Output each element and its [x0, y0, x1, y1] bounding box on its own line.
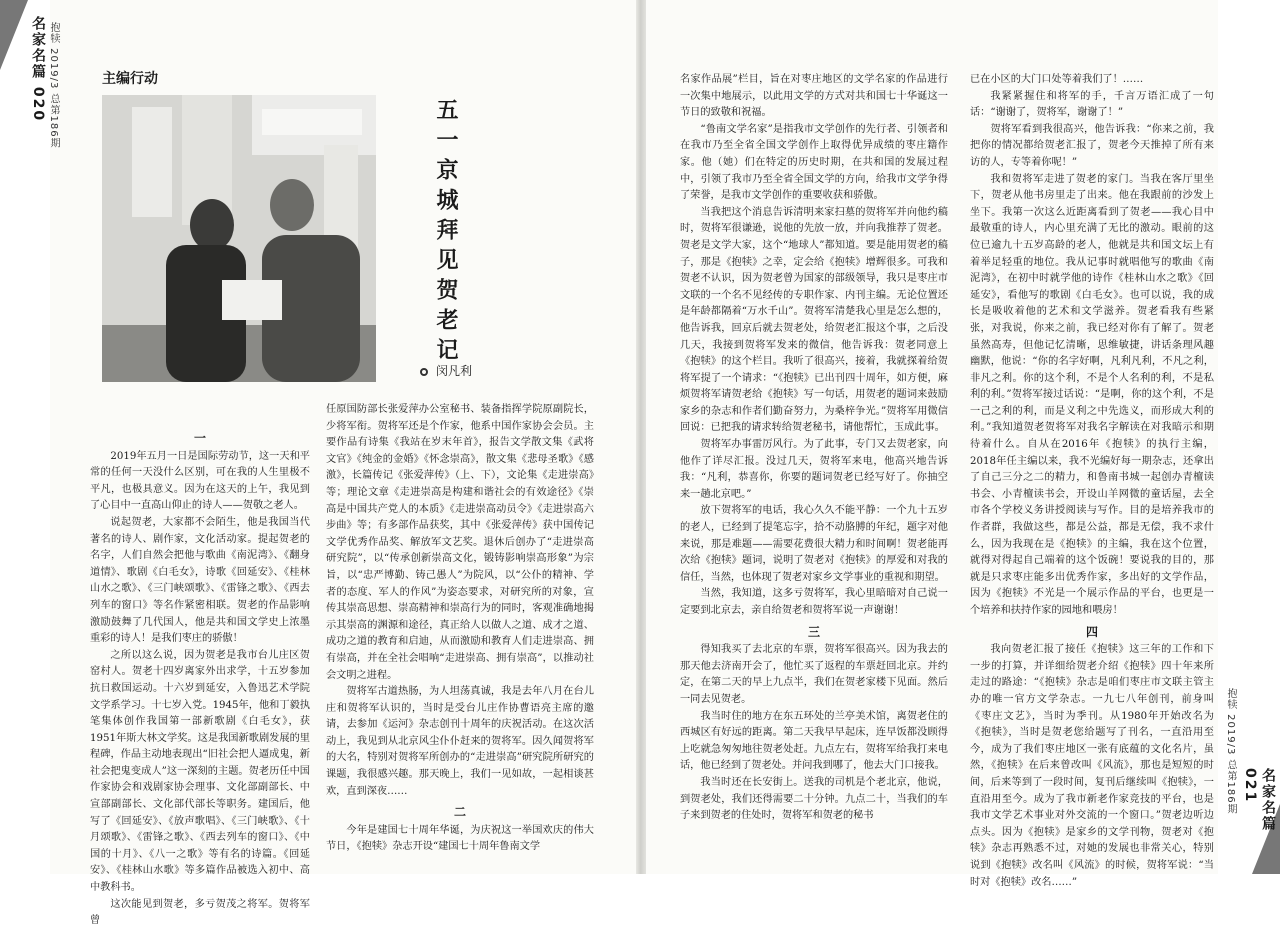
right-section-label: 名家名篇 021	[1242, 768, 1276, 832]
byline-circle-icon	[420, 368, 428, 376]
paragraph: 我紧紧握住和将军的手，千言万语汇成了一句话：“谢谢了，贺将军，谢谢了！”	[970, 90, 1214, 119]
section-number: 三	[807, 624, 820, 639]
section-number: 二	[453, 805, 466, 820]
left-margin-tab	[0, 0, 50, 874]
text-column-3	[680, 72, 948, 874]
paragraph-continued: 名家作品展”栏目，旨在对枣庄地区的文学名家的作品进行一次集中地展示，以此用文学的方式对共和国七十华诞这一节日的致敬和祝福。	[680, 74, 948, 119]
paragraph: “鲁南文学名家”是指我市文学创作的先行者、引领者和在我市乃至全省全国文学创作上取得优异成绩的枣庄籍作家。他（她）们在特定的历史时期，在共和国的发展过程中，引领了我市乃至全省全国文学的方向，给我市文学争得了荣誉，是我市文学创作的重要收获和骄傲。	[680, 123, 948, 202]
paragraph: 我向贺老汇报了接任《抱犊》这三年的工作和下一步的打算，并详细给贺老介绍《抱犊》四十年来所走过的路途：“《抱犊》杂志是咱们枣庄市文联主管主办的唯一官方文学杂志。一九七八年创刊，前身叫《枣庄文艺》，当时为季刊。从1980年开始改名为《抱犊》，当时是贺老您给题写了刊名，一直沿用至今，成为了我们枣庄地区一张有底蕴的文化名片，虽然，《抱犊》在后来曾改叫《风流》，那也是短短的时间，后来等到了一段时间，复刊后继续叫《抱犊》，一直沿用至今。成为了我市新老作家竞技的平台，也是我市文学艺术事业对外交流的一个窗口。”贺老边听边点头。因为《抱犊》是家乡的文学刊物，贺老对《抱犊》杂志再熟悉不过，对她的发展也非常关心，特别说到《抱犊》改名叫《风流》的时候，贺将军说：“当时对《抱犊》改名……”	[970, 644, 1214, 888]
paragraph: 我当时还在长安街上。送我的司机是个老北京，他说，到贺老处，我们还得需要二十分钟。九点二十，当我们的车子来到贺老的住处时，贺将军和贺老的秘书	[680, 776, 948, 822]
left-issue-info: 抱犊 2019/3 总第186期	[48, 22, 59, 149]
paragraph: 贺将军办事雷厉风行。为了此事，专门又去贺老家，向他作了详尽汇报。没过几天，贺将军来电，他高兴地告诉我：“凡利，恭喜你，你要的题词贺老已经写好了。你抽空来一趟北京吧。”	[680, 439, 948, 500]
left-corner-triangle	[0, 0, 28, 70]
paragraph: 贺将军古道热肠，为人坦荡真诚，我是去年八月在台儿庄和贺将军认识的，当时是受台儿庄作协曹语亮主席的邀请，去参加《运河》杂志创刊十周年的庆祝活动。在这次活动上，我见到从北京风尘仆仆赶来的贺将军。因久闻贺将军的大名，特别对贺将军所创办的“走进崇高”研究院所研究的课题，我很感兴趣。那天晚上，我们一见如故，一起相谈甚欢，直到深夜……	[326, 686, 594, 797]
paragraph: 这次能见到贺老，多亏贺茂之将军。贺将军曾	[90, 898, 310, 927]
right-page-number: 021	[1242, 768, 1258, 804]
paragraph: 贺将军看到我很高兴，他告诉我：“你来之前，我把你的情况都给贺老汇报了，贺老今天推掉了所有来访的人，专等着你呢！”	[970, 123, 1214, 168]
article-photo	[102, 95, 376, 382]
paragraph: 当然，我知道，这多亏贺将军，我心里暗暗对自己说一定要到北京去，亲自给贺老和贺将军说一声谢谢！	[680, 588, 948, 616]
paragraph: 我和贺将军走进了贺老的家门。当我在客厅里坐下，贺老从他书房里走了出来。他在我跟前的沙发上坐下。我第一次这么近距离看到了贺老——我心目中最敬重的诗人，内心里充满了无比的激动。眼前的这位已逾九十五岁高龄的老人，他就是共和国文坛上有着举足轻重的地位。我从记事时就唱他写的歌曲《南泥湾》，在初中时就学他的诗作《桂林山水之歌》《回延安》，看他写的歌剧《白毛女》。也可以说，我的成长是吸收着他的艺术和文学滋养。贺老看我有些紧张，对我说，你来之前，我已经对你有了解了。贺老虽然高寿，但他记忆清晰，思维敏捷，讲话条理风趣幽默，他说：“你的名字好啊，凡利凡利，不凡之利，非凡之利。你的这个利，不是个人名利的利，不是私利的利。”贺将军接过话说：“是啊，你的这个利，不是一己之利的利，而是义利之中先选义，而形成大利的利。”我知道贺老贺将军对我名字解读在对我暗示和期待着什么。自从在2016年《抱犊》的执行主编，2018年任主编以来，我不光编好每一期杂志，还拿出了自己三分之二的精力，和鲁南书城一起创办青檀读书会、小青檀读书会，开设山羊网微的童话屋，去全市各个学校义务讲授阅读与写作。目的是培养我市的作者群，我做这些，都是公益，都是无偿，我不求什么，因为我现在是《抱犊》的主编，我在这个位置，就得对得起自己端着的这个饭碗！要说我的目的，那就是只求枣庄能多出优秀作家，多出好的文学作品，因为《抱犊》不光是一个展示作品的平台，也更是一个培养和扶持作家的园地和喂房！	[970, 173, 1214, 616]
paragraph: 2019年五月一日是国际劳动节，这一天和平常的任何一天没什么区别，可在我的人生里极不平凡，也极具意义。因为在这天的上午，我见到了心目中一直高山仰止的诗人——贺敬之老人。	[90, 450, 310, 512]
paragraph: 放下贺将军的电话，我心久久不能平静：一个九十五岁的老人，已经到了提笔忘字，拾不动胳膊的年纪，题字对他来说，那是难题——需要花费很大精力和时间啊！贺老能再次给《抱犊》题词，说明了贺老对《抱犊》的厚爱和对我的信任，当然，也体现了贺老对家乡文学事业的重视和期望。	[680, 505, 948, 583]
text-column-4	[970, 72, 1214, 888]
paragraph-continued: 任原国防部长张爱萍办公室秘书、装备指挥学院原副院长，少将军衔。贺将军还是个作家，他系中国作家协会会员。主要作品有诗集《我站在岁末年首》，报告文学散文集《武将文官》《纯金的金婚》《怀念崇高》，散文集《悲母圣歌》《感激》，长篇传记《张爱萍传》（上、下），文论集《走进崇高》等；理论文章《走进崇高是构建和谐社会的有效途径》《崇高是中国共产党人的本质》《走进崇高动员令》《走进崇高六步曲》等；有多部作品获奖，其中《张爱萍传》获中国传记文学优秀作品奖、解放军文艺奖。退休后创办了“走进崇高研究院”，以“传承创新崇高文化，锻铸影响崇高形象”为宗旨，以“忠严博勤、铸己愚人”为院风，以“公仆的精神、学者的态度、军人的作风”为姿态要求，对研究所的对象，宣传其崇高思想、崇高精神和崇高行为的同时，客观准确地揭示其崇高的渊源和途径，真正给人以做人之道、成才之道、成功之道的教育和启迪，从而激励和教育人们走进崇高、拥有崇高，并在全社会唱响“走进崇高、拥有崇高”，以推动社会文明之进程。	[326, 404, 594, 681]
text-column-1	[90, 426, 310, 927]
paragraph: 当我把这个消息告诉清明来家扫墓的贺将军并向他约稿时，贺将军很谦逊，说他的先放一放，并向我推荐了贺老。贺老是文学大家，这个“地球人”都知道。要是能用贺老的稿子，那是《抱犊》之幸，定会给《抱犊》增辉很多。可我和贺老不认识，因为贺老曾为国家的部级领导，我只是枣庄市文联的一个名不见经传的专职作家、内刊主编。无论位置还是年龄都隔着“万水千山”。贺将军清楚我心里是怎么想的，他告诉我，回京后就去贺老处，给贺老汇报这个事，之后没几天，我接到贺将军发来的微信，他告诉我：贺老同意上《抱犊》的这个栏目。我听了很高兴，接着，我就探着给贺将军提了一个请求：“《抱犊》已出刊四十周年，如方便，麻烦贺将军请贺老给《抱犊》写一句话，用贺老的题词来鼓励家乡的杂志和作者们勤奋努力，为桑梓争光。”贺将军用微信回说：已把我的请求转给贺老秘书，请他帮忙，玉成此事。	[680, 206, 948, 434]
paragraph: 得知我买了去北京的车票，贺将军很高兴。因为我去的那天他去济南开会了，他忙买了返程的车票赶回北京。并约定，在第二天的早上九点半，我们在贺老家楼下见面。然后一同去见贺老。	[680, 644, 948, 705]
section-number: 一	[193, 431, 206, 445]
article-title: 五一京城拜见贺老记	[433, 98, 458, 368]
paragraph: 之所以这么说，因为贺老是我市台儿庄区贺窑村人。贺老十四岁离家外出求学，十五岁参加抗日救国运动。十六岁到延安，入鲁迅艺术学院文学系学习。十七岁入党。1945年，他和丁毅执笔集体创作我国第一部新歌剧《白毛女》，获1951年斯大林文学奖。这是我国新歌剧发展的里程碑，作品主动地表现出“旧社会把人逼成鬼，新社会把鬼变成人”这一深刻的主题。贺老历任中国作家协会和戏剧家协会理事、文化部副部长、中宣部副部长、文化部代部长等职务。建国后，他写了《回延安》、《放声歌唱》、《三门峡歌》、《十月颂歌》、《雷锋之歌》、《西去列车的窗口》、《中国的十月》、《八一之歌》等有名的诗篇。《回延安》、《桂林山水歌》等多篇作品被选入初中、高中教科书。	[90, 649, 310, 894]
author-name: 闵凡利	[436, 364, 473, 378]
left-page-number: 020	[30, 86, 46, 123]
text-column-2	[326, 402, 594, 874]
paragraph: 我当时住的地方在东五环处的兰亭美术馆，离贺老住的西城区有好远的距离。第二天我早早起床，连早饭都没顾得上吃就急匆匆地往贺老处赶。九点左右，贺将军给我打来电话，他已经到了贺老处。并问我到哪了，他去大门口接我。	[680, 710, 948, 772]
byline	[420, 362, 472, 379]
column-label: 主编行动	[102, 71, 158, 87]
paragraph-continued: 已在小区的大门口处等着我们了！……	[970, 74, 1144, 85]
paragraph: 说起贺老，大家都不会陌生，他是我国当代著名的诗人、剧作家，文化活动家。提起贺老的名字，人们自然会把他与歌曲《南泥湾》、《翻身道情》、歌剧《白毛女》，诗歌《回延安》、《桂林山水之歌》、《三门峡颂歌》、《雷锋之歌》、《西去列车的窗口》等名作紧密相联。贺老的作品影响激励鼓舞了几代国人，他是共和国文学史上浓墨重彩的诗人！是我们枣庄的骄傲！	[90, 516, 310, 645]
section-number: 四	[1085, 624, 1098, 639]
right-issue-info: 抱犊 2019/3 总第186期	[1225, 688, 1236, 815]
paragraph: 今年是建国七十周年华诞，为庆祝这一举国欢庆的伟大节日，《抱犊》杂志开设“建国七十周年鲁南文学	[326, 824, 594, 853]
page-gutter	[636, 0, 646, 874]
left-section-label: 名家名篇 020	[30, 16, 46, 123]
